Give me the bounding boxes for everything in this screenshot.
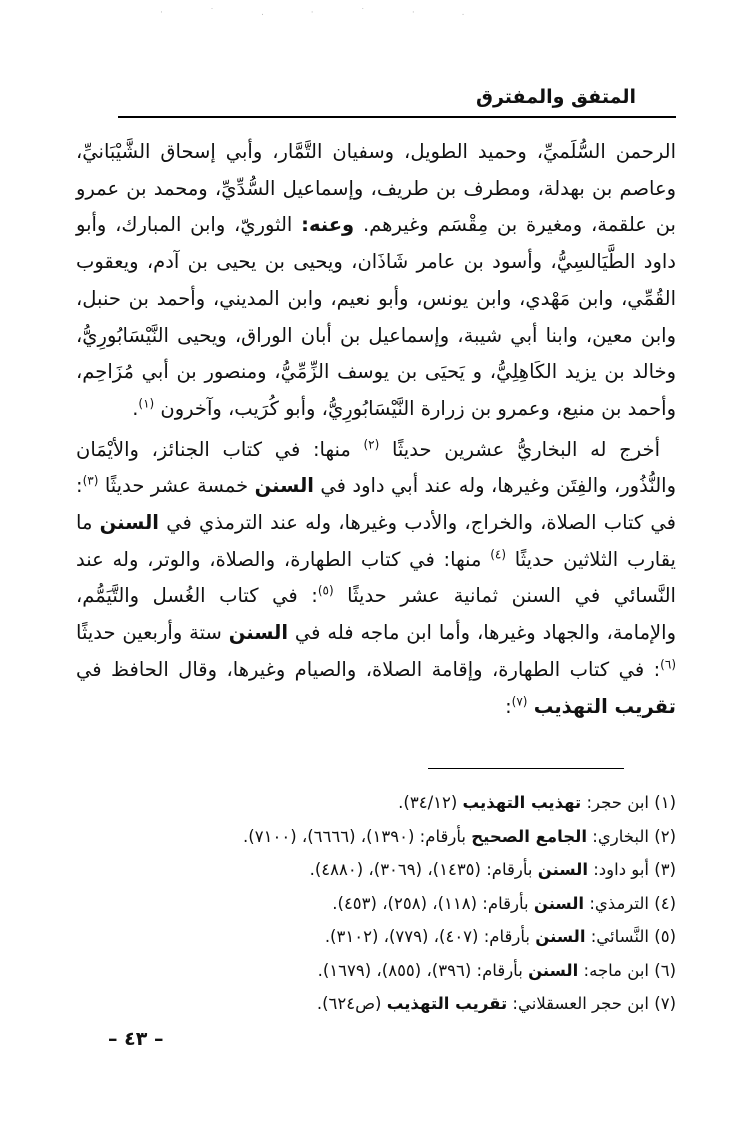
footnote-ref[interactable]: (٢) [363,437,380,452]
label-anhu: وعنه: [301,213,355,237]
footnote-author: النَّسائي: [585,927,649,946]
footnote-ref-detail: بأرقام: (١١٨)، (٢٥٨)، (٤٥٣). [332,893,534,913]
text-run: : في كتاب الطهارة، وإقامة الصلاة، والصيام وغيرها، وقال الحافظ في [76,657,661,681]
footnote-book: تقريب التهذيب [386,994,508,1013]
book-name-sunan: السنن [228,621,289,645]
footnote-ref-detail: بأرقام: (١٤٣٥)، (٣٠٦٩)، (٤٨٨٠). [309,860,538,879]
text-run: : [505,694,512,718]
footnote-author: ابن ماجه: [578,960,649,980]
text-run: أخرج له البخاريُّ عشرين حديثًا [379,437,660,461]
footnote-number: (١) [654,793,676,812]
footnote-number: (٣) [654,860,676,879]
footnote-ref-detail: (٣٤/١٢). [398,793,463,812]
text-run: . [132,396,139,420]
text-run: منها: في كتاب الطهارة، والصلاة، والوتر، وله عند النَّسائي في السنن ثمانية عشر حديثًا [76,547,676,608]
footnote-ref[interactable]: (٦) [660,657,676,672]
footnote-item [76,954,676,988]
footnote-book: السنن [535,927,586,946]
footnote-item [76,820,676,854]
footnote-author: ابن حجر العسقلاني: [507,994,649,1013]
footnote-ref[interactable]: (٧) [511,694,528,709]
text-run: منها: في كتاب الجنائز، والأيْمَان والنُّذُور، والفِتَن وغيرها، وله عند أبي داود في [76,437,676,498]
footnote-ref[interactable]: (٣) [82,473,99,488]
footnote-separator [428,768,624,769]
footnote-ref-detail: بأرقام: (٤٠٧)، (٧٧٩)، (٣١٠٢). [324,927,536,946]
running-header-title: المتفق والمفترق [476,86,636,108]
text-run: : في كتاب الصلاة، والخراج، والأدب وغيرها، وله عند الترمذي في [76,474,676,535]
book-name-sunan: السنن [254,474,314,498]
footnote-number: (٦) [654,960,676,980]
footnote-item [76,853,676,887]
header-rule [118,116,676,118]
text-run: ستة وأربعين حديثًا [76,621,229,645]
paragraph-narrators [76,134,676,428]
footnote-book: السنن [537,860,588,879]
page-number: – ٤٣ – [108,1028,164,1050]
paragraph-hadith-counts [76,432,676,726]
footnotes [76,786,676,1021]
footnote-author: أبو داود: [588,860,649,879]
main-text [76,134,676,725]
footnote-ref[interactable]: (١) [138,396,155,411]
footnote-number: (٧) [654,994,676,1013]
footnote-item [76,987,676,1021]
footnote-item [76,887,676,921]
footnote-ref[interactable]: (٤) [490,547,507,562]
footnote-number: (٢) [654,826,676,846]
footnote-item [76,786,676,820]
scan-noise: · ˙ . · ˙ · . [160,8,487,18]
footnote-ref-detail: بأرقام: (١٣٩٠)، (٦٦٦٦)، (٧١٠٠). [243,826,472,846]
footnote-author: البخاري: [587,826,649,846]
text-run: الرحمن السُّلَميِّ، وحميد الطويل، وسفيان التَّمَّار، وأبي إسحاق الشَّيْبَانيِّ، وعاصم بن بهدلة، ومطرف بن طريف، وإسماعيل السُّدِّيِّ، ومحمد بن عمرو بن علقمة، ومغيرة بن مِقْسَم وغيرهم. [76,140,676,237]
footnote-book: السنن [533,893,585,913]
footnote-book: تهذيب التهذيب [462,793,582,812]
footnote-ref[interactable]: (٥) [317,583,334,598]
footnote-ref-detail: بأرقام: (٣٩٦)، (٨٥٥)، (١٦٧٩). [317,960,529,980]
footnote-number: (٥) [654,927,676,946]
text-run: : في كتاب الغُسل والتَّيَمُّم، والإمامة، والجهاد وغيرها، وأما ابن ماجه فله في [76,584,676,645]
text-run: ما يقارب الثلاثين حديثًا [76,511,676,571]
text-run: الثوريّ، وابن المبارك، وأبو داود الطَّيَالسِيُّ، وأسود بن عامر شَاذَان، ويحيى بن يحيى بن آدم، ويعقوب القُمِّي، وابن مَهْدي، وابن يونس، وأبو نعيم، وابن المديني، وأحمد بن حنبل، وابن معين، وابنا أبي شيبة، وإسماعيل بن أبان الوراق، ويحيى النَّيْسَابُورِيُّ، وخالد بن يزيد الكَاهِلِيُّ، و يَحيَى بن يوسف الزِّمِّيُّ، ومنصور بن أبي مُزَاحِم، وأحمد بن منيع، وعمرو بن زرارة النَّيْسَابُورِيُّ، وأبو كُرَيب، وآخرون [76,213,676,420]
footnote-author: ابن حجر: [581,793,649,812]
footnote-item [76,920,676,954]
book-name-taqrib: تقريب التهذيب [533,694,676,718]
footnote-author: الترمذي: [584,893,649,913]
text-run: خمسة عشر حديثًا [98,474,255,498]
footnote-number: (٤) [654,893,676,913]
footnote-ref-detail: (ص٦٢٤). [316,994,387,1013]
book-name-sunan: السنن [99,511,159,535]
footnote-book: الجامع الصحيح [471,826,588,846]
footnote-book: السنن [528,960,579,980]
